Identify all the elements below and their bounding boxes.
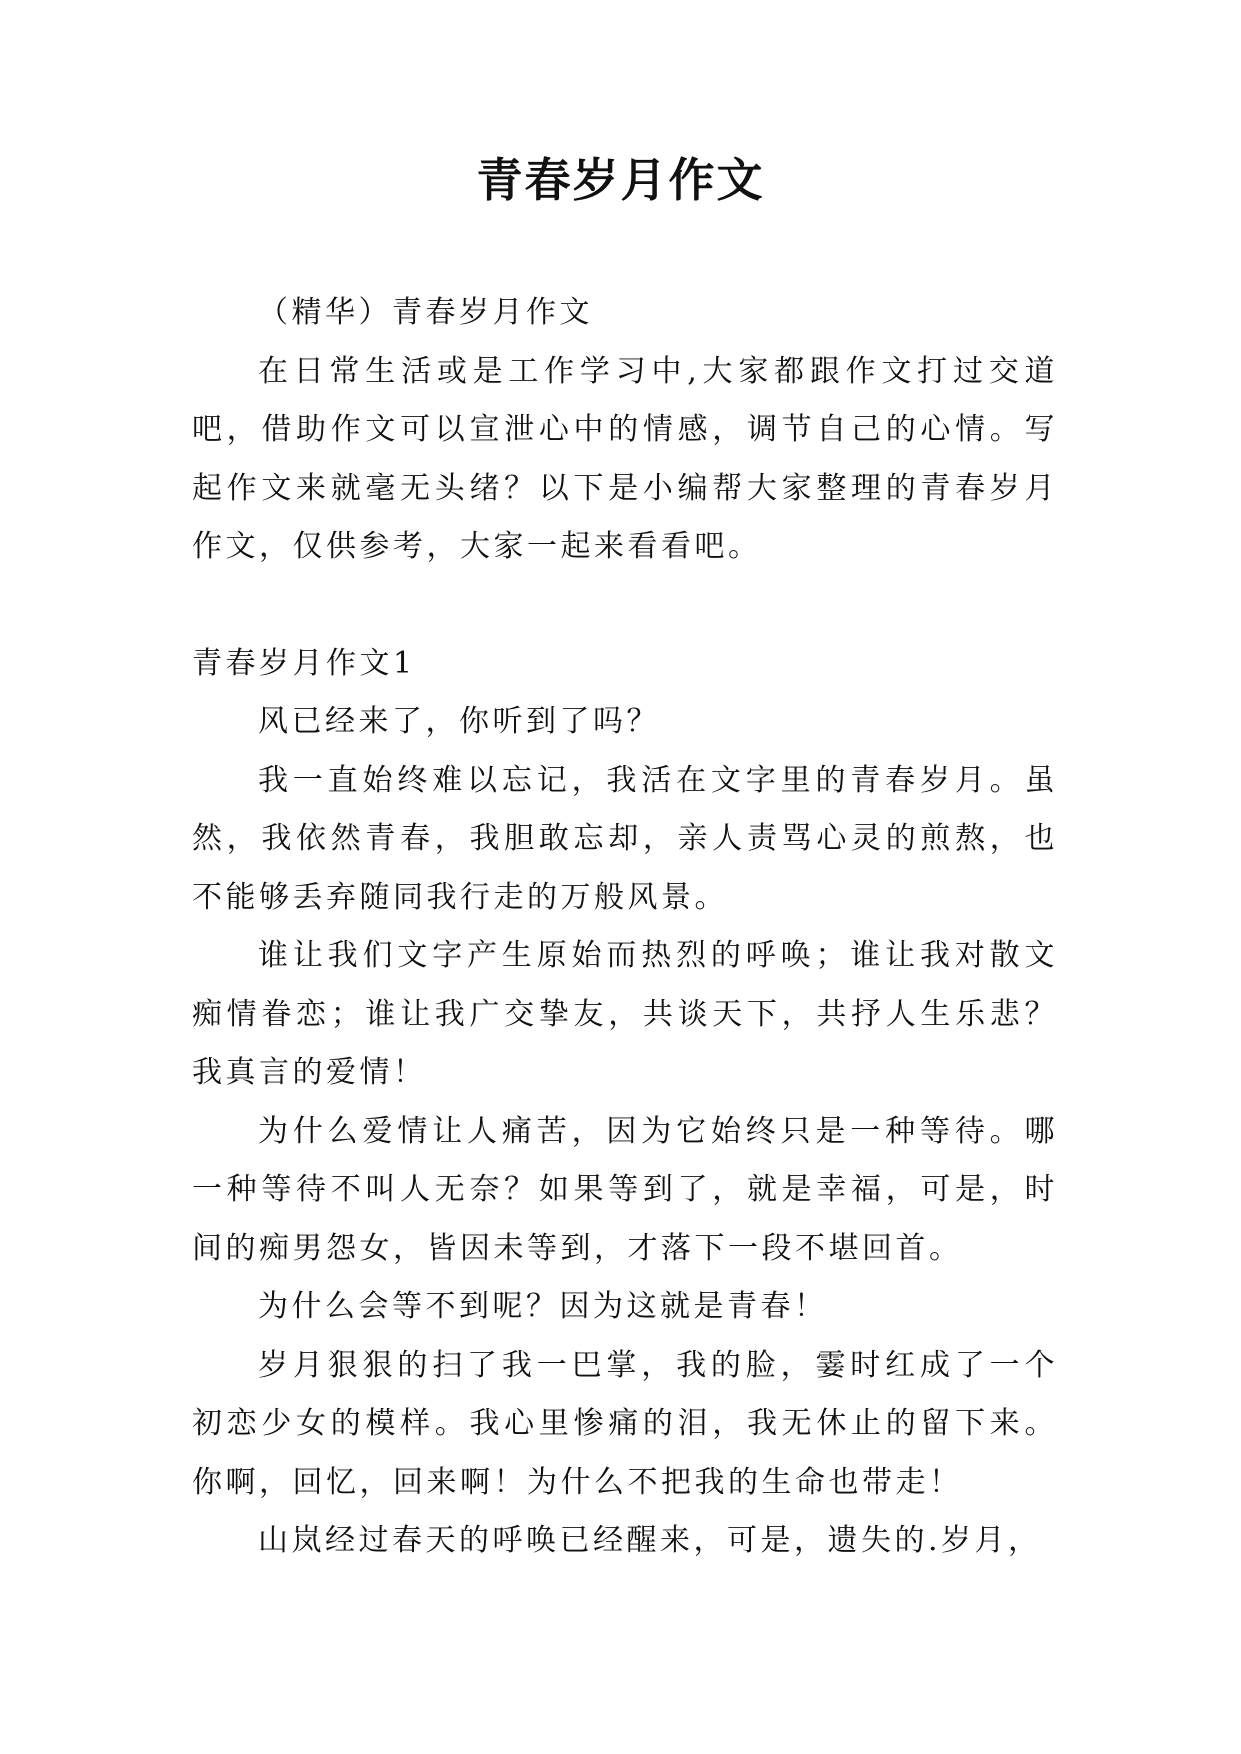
document-title: 青春岁月作文 xyxy=(476,153,765,207)
body-paragraph: 为什么爱情让人痛苦，因为它始终只是一种等待。哪一种等待不叫人无奈？如果等到了，就是幸福，可是，时间的痴男怨女，皆因未等到，才落下一段不堪回首。 xyxy=(192,1113,1058,1266)
body-paragraph: 风已经来了，你听到了吗？ xyxy=(258,704,660,739)
body-paragraph: 山岚经过春天的呼唤已经醒来，可是，遗失的.岁月， xyxy=(258,1523,1042,1558)
body-paragraph: 我一直始终难以忘记，我活在文字里的青春岁月。虽然，我依然青春，我胆敢忘却，亲人责骂心灵的煎熬，也不能够丢弃随同我行走的万般风景。 xyxy=(192,762,1058,915)
section-heading: 青春岁月作文1 xyxy=(192,645,416,681)
body-paragraph: 为什么会等不到呢？因为这就是青春！ xyxy=(258,1289,828,1324)
document-subtitle: （精华）青春岁月作文 xyxy=(258,295,593,330)
document-body xyxy=(192,284,1058,1571)
section-spacer xyxy=(192,577,1058,635)
intro-paragraph: 在日常生活或是工作学习中,大家都跟作文打过交道吧，借助作文可以宣泄心中的情感，调节自己的心情。写起作文来就毫无头绪？以下是小编帮大家整理的青春岁月作文，仅供参考，大家一起来看看吧。 xyxy=(192,353,1058,564)
body-paragraph: 岁月狠狠的扫了我一巴掌，我的脸，霎时红成了一个初恋少女的模样。我心里惨痛的泪，我无休止的留下来。你啊，回忆，回来啊！为什么不把我的生命也带走！ xyxy=(192,1347,1058,1500)
body-paragraph: 谁让我们文字产生原始而热烈的呼唤；谁让我对散文痴情眷恋；谁让我广交挚友，共谈天下，共抒人生乐悲？我真言的爱情！ xyxy=(192,938,1058,1090)
